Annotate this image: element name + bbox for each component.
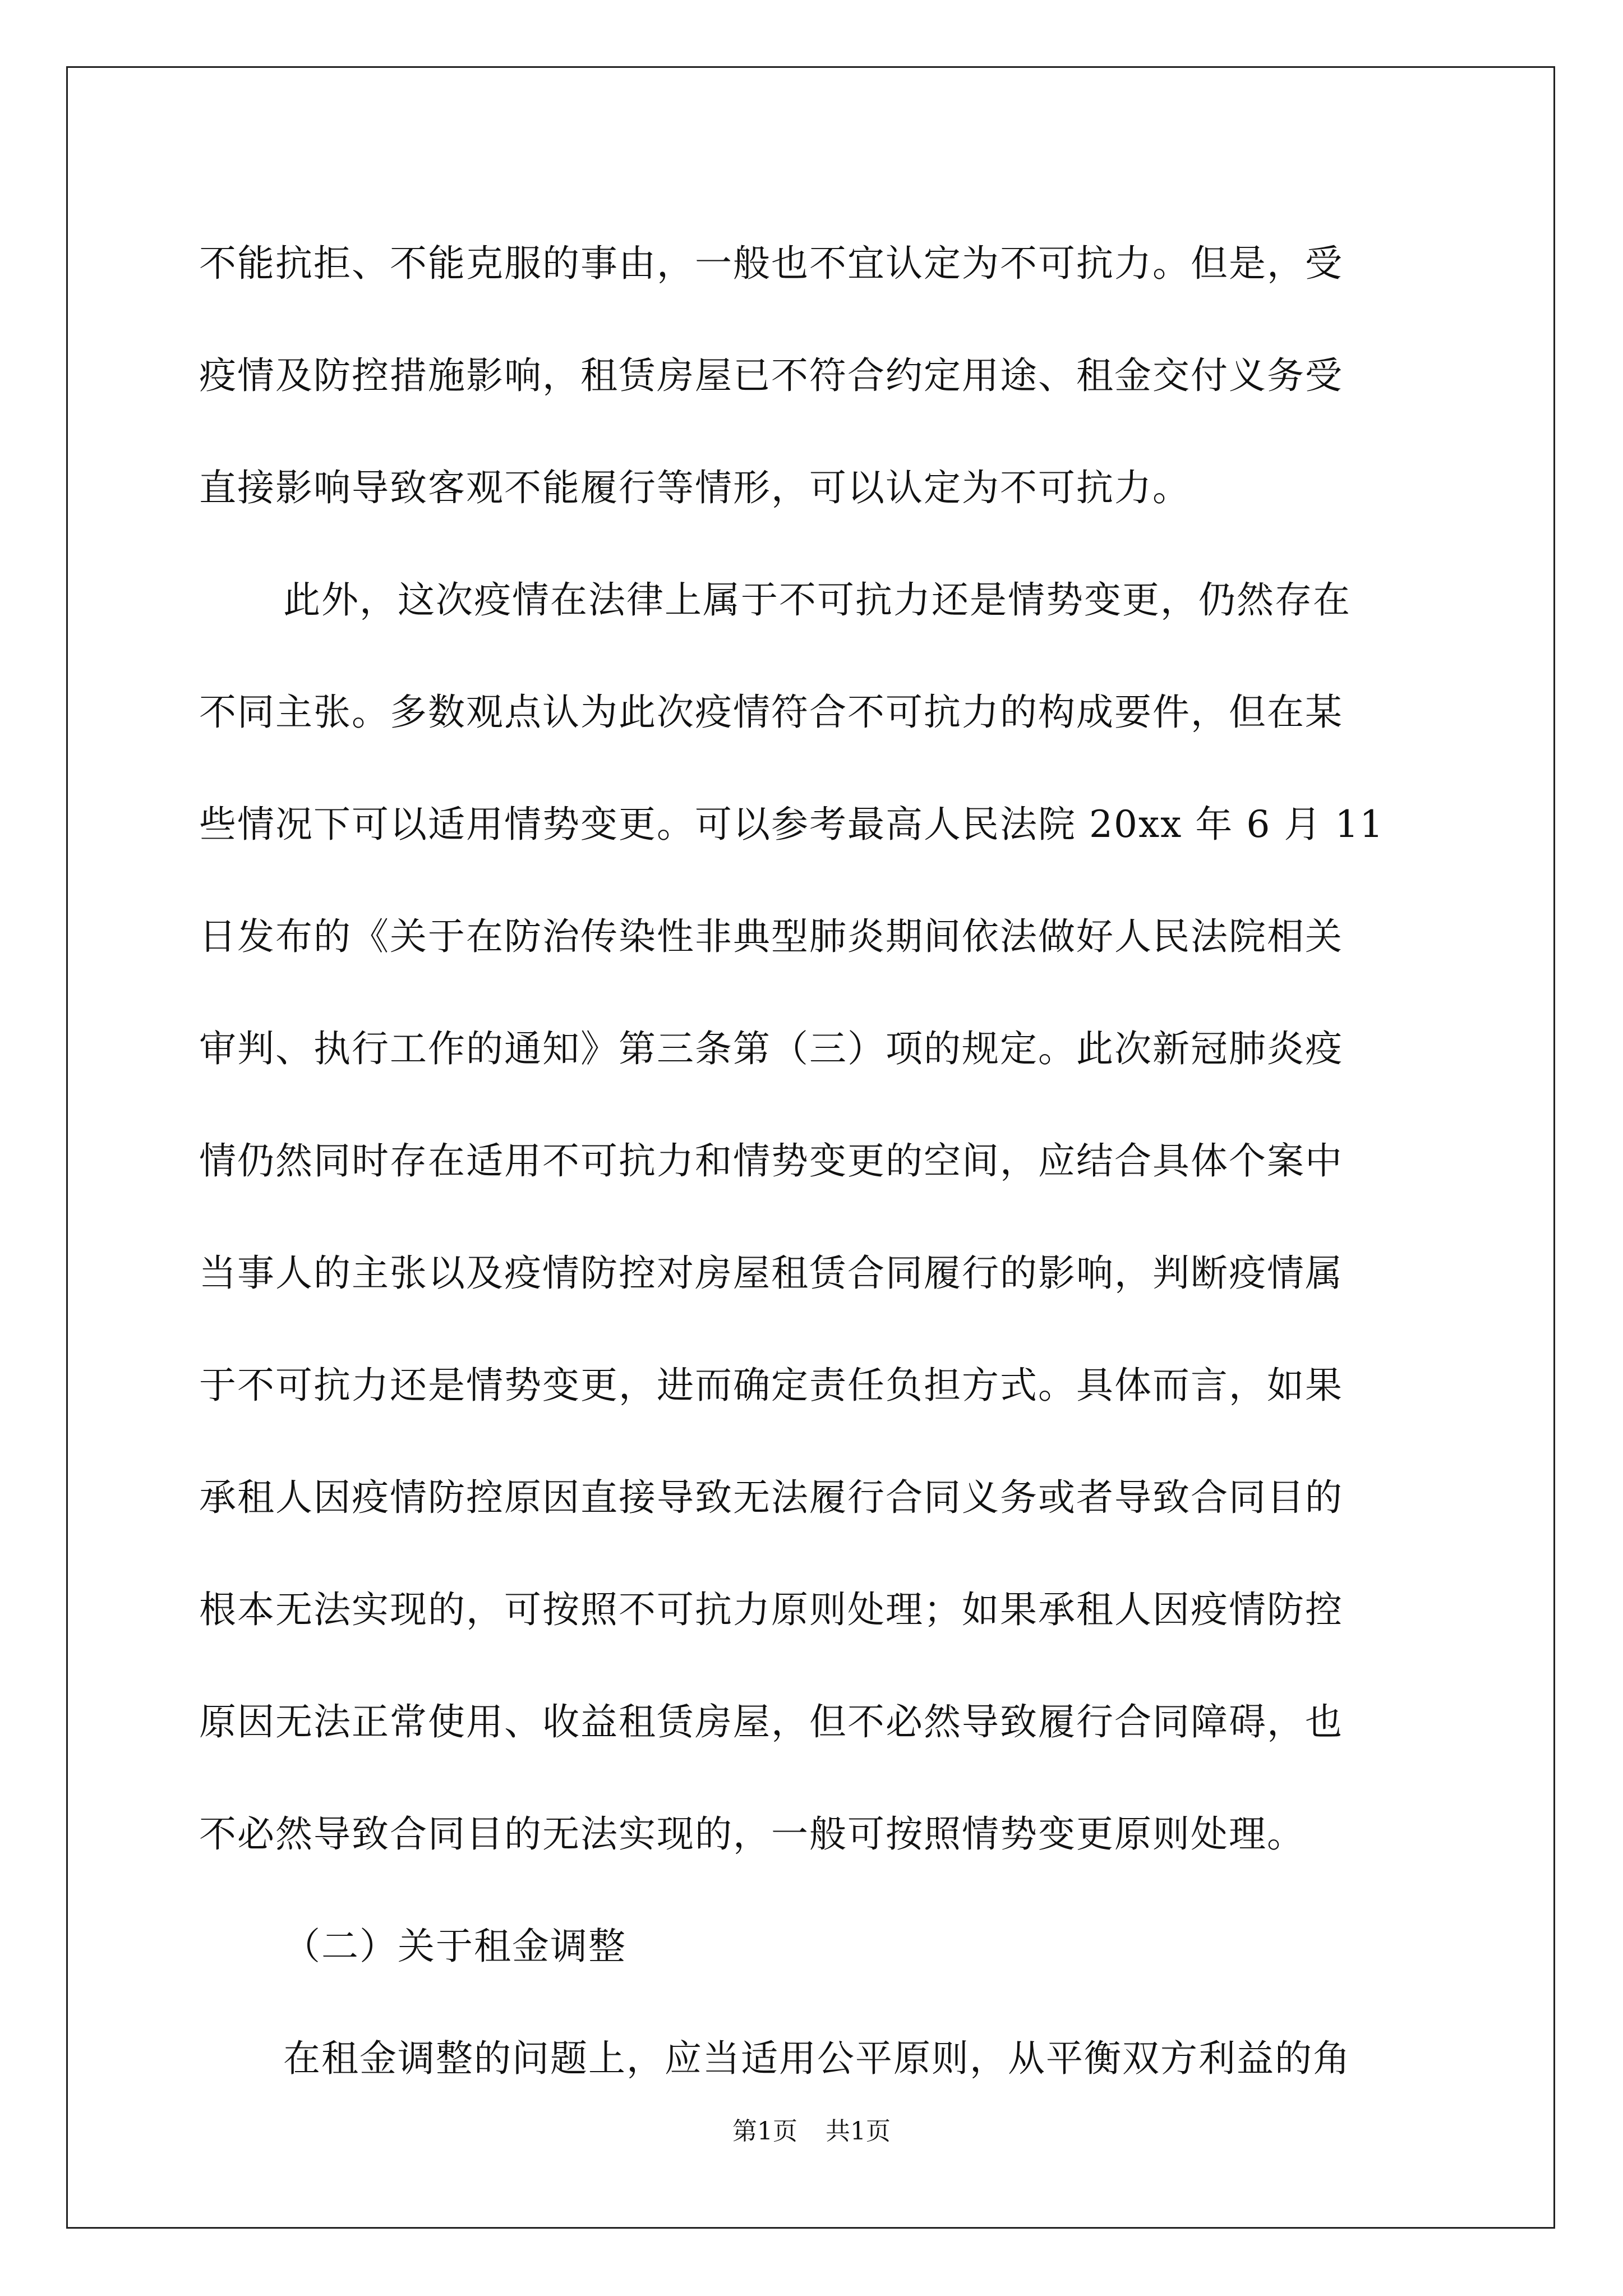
text-line: 不必然导致合同目的无法实现的，一般可按照情势变更原则处理。 — [199, 1812, 1305, 1856]
text-line: 承租人因疫情防控原因直接导致无法履行合同义务或者导致合同目的 — [199, 1476, 1343, 1519]
text-line: 情仍然同时存在适用不可抗力和情势变更的空间，应结合具体个案中 — [199, 1139, 1343, 1182]
paragraph-start-line: 此外，这次疫情在法律上属于不可抗力还是情势变更，仍然存在 — [283, 578, 1351, 622]
text-line: 审判、执行工作的通知》第三条第（三）项的规定。此次新冠肺炎疫 — [199, 1027, 1343, 1070]
text-line: 日发布的《关于在防治传染性非典型肺炎期间依法做好人民法院相关 — [199, 915, 1343, 958]
text-line: 原因无法正常使用、收益租赁房屋，但不必然导致履行合同障碍，也 — [199, 1700, 1343, 1743]
page-footer — [0, 2115, 1623, 2148]
text-line: 直接影响导致客观不能履行等情形，可以认定为不可抗力。 — [199, 466, 1191, 509]
paragraph-start-line: 在租金调整的问题上，应当适用公平原则，从平衡双方利益的角 — [283, 2037, 1351, 2080]
text-line: 不能抗拒、不能克服的事由，一般也不宜认定为不可抗力。但是，受 — [199, 242, 1343, 285]
text-line: 些情况下可以适用情势变更。可以参考最高人民法院 20xx 年 6 月 11 — [199, 803, 1385, 846]
page-number-total: 共1页 — [826, 2117, 891, 2146]
page-number-current: 第1页 — [732, 2117, 797, 2146]
section-heading: （二）关于租金调整 — [283, 1925, 626, 1968]
text-line: 疫情及防控措施影响，租赁房屋已不符合约定用途、租金交付义务受 — [199, 354, 1343, 397]
text-line: 根本无法实现的，可按照不可抗力原则处理；如果承租人因疫情防控 — [199, 1588, 1343, 1631]
text-line: 于不可抗力还是情势变更，进而确定责任负担方式。具体而言，如果 — [199, 1364, 1343, 1407]
document-body — [199, 208, 1422, 2115]
text-line: 当事人的主张以及疫情防控对房屋租赁合同履行的影响，判断疫情属 — [199, 1251, 1343, 1295]
text-line: 不同主张。多数观点认为此次疫情符合不可抗力的构成要件，但在某 — [199, 691, 1343, 734]
